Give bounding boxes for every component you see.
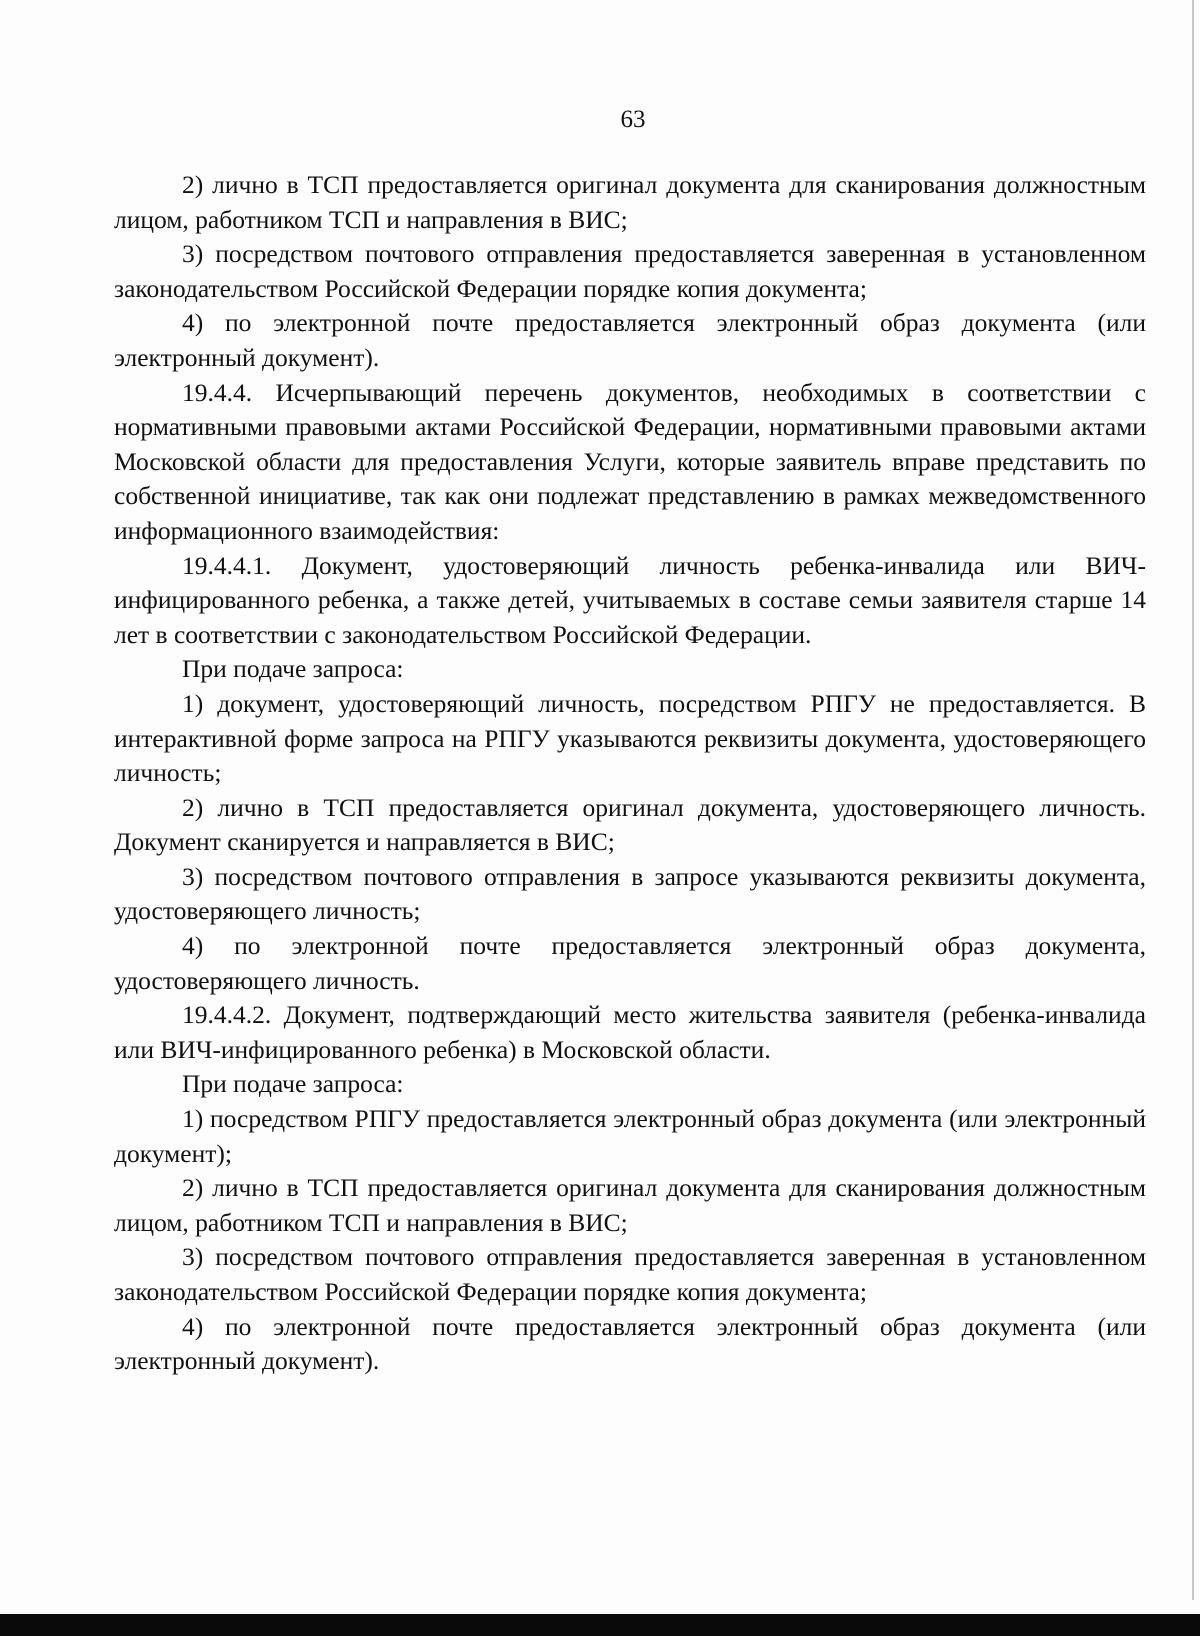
paragraph-submit-in-person: 2) лично в ТСП предоставляется оригинал документа для сканирования должностным лицом, работником ТСП и направления в ВИС; bbox=[114, 170, 1146, 234]
paragraph-residence-in-person: 2) лично в ТСП предоставляется оригинал документа для сканирования должностным лицом, работником ТСП и направления в ВИС; bbox=[114, 1173, 1146, 1237]
paragraph-residence-rpgu: 1) посредством РПГУ предоставляется электронный образ документа (или электронный документ); bbox=[114, 1104, 1146, 1168]
page-edge-shadow bbox=[1192, 0, 1194, 1600]
paragraph-residence-by-email: 4) по электронной почте предоставляется электронный образ документа (или электронный документ). bbox=[114, 1311, 1146, 1376]
paragraph-identity-in-person: 2) лично в ТСП предоставляется оригинал документа, удостоверяющего личность. Документ сканируется и направляется в ВИС; bbox=[114, 792, 1146, 857]
paragraph-section-19-4-4: 19.4.4. Исчерпывающий перечень документов, необходимых в соответствии с нормативными правовыми актами Российской Федерации, нормативными правовыми актами Московской области для предоставления Услуги, которые заявитель вправе представить по собственной инициативе, так как они подлежат представлению в рамках межведомственного информационного взаимодействия: bbox=[114, 377, 1146, 545]
scan-bottom-edge bbox=[0, 1614, 1200, 1636]
paragraph-identity-rpgu: 1) документ, удостоверяющий личность, посредством РПГУ не предоставляется. В интерактивной форме запроса на РПГУ указываются реквизиты документа, удостоверяющего личность; bbox=[114, 688, 1146, 788]
page-number: 63 bbox=[620, 106, 646, 133]
paragraph-identity-by-post: 3) посредством почтового отправления в запросе указываются реквизиты документа, удостоверяющего личность; bbox=[114, 861, 1146, 926]
paragraph-submission-heading: При подаче запроса: bbox=[182, 654, 404, 684]
paragraph-section-19-4-4-2: 19.4.4.2. Документ, подтверждающий место жительства заявителя (ребенка-инвалида или ВИЧ-инфицированного ребенка) в Московской области. bbox=[114, 1000, 1146, 1064]
paragraph-submit-by-email: 4) по электронной почте предоставляется электронный образ документа (или электронный документ). bbox=[114, 308, 1146, 372]
paragraph-section-19-4-4-1: 19.4.4.1. Документ, удостоверяющий личность ребенка-инвалида или ВИЧ-инфицированного ребенка, а также детей, учитываемых в составе семьи заявителя старше 14 лет в соответствии с законодательством Российской Федерации. bbox=[114, 550, 1146, 649]
paragraph-residence-by-post: 3) посредством почтового отправления предоставляется заверенная в установленном законодательством Российской Федерации порядке копия документа; bbox=[114, 1242, 1146, 1306]
paragraph-identity-by-email: 4) по электронной почте предоставляется электронный образ документа, удостоверяющего личность. bbox=[114, 931, 1146, 995]
paragraph-submission-heading-2: При подаче запроса: bbox=[182, 1069, 404, 1099]
document-body bbox=[114, 168, 1146, 1379]
paragraph-submit-by-post: 3) посредством почтового отправления предоставляется заверенная в установленном законодательством Российской Федерации порядке копия документа; bbox=[114, 239, 1146, 303]
